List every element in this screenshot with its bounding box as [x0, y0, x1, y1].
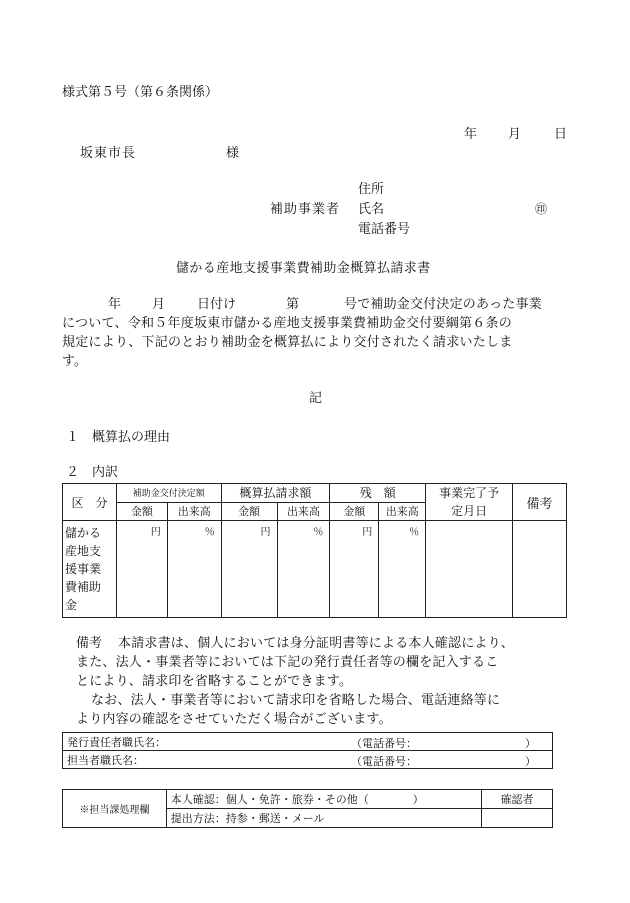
processing-table — [62, 789, 553, 828]
staff-label: 担当者職氏名： — [67, 753, 144, 767]
advance-progress-cell[interactable]: ％ — [277, 521, 330, 618]
advance-amount-cell[interactable]: 円 — [221, 521, 277, 618]
header-balance-amount: 金額 — [330, 502, 379, 521]
header-category: 区 分 — [63, 484, 117, 521]
body-line-4: す。 — [62, 354, 87, 369]
address-label: 住所 — [358, 182, 385, 197]
header-advance-amount: 金額 — [221, 502, 277, 521]
row-name-line: 金 — [65, 598, 78, 612]
header-completion — [426, 484, 513, 521]
identity-check: 本人確認：個人・免許・旅券・その他（ ） — [166, 790, 481, 809]
header-remarks: 備考 — [513, 484, 567, 521]
row-category-name — [63, 521, 117, 618]
balance-amount-cell[interactable]: 円 — [330, 521, 379, 618]
header-advance-progress: 出来高 — [277, 502, 330, 521]
section-1-label: 概算払の理由 — [92, 430, 171, 445]
header-balance-progress: 出来高 — [379, 502, 426, 521]
body-year: 年 — [108, 297, 122, 312]
section-1-number: １ — [66, 430, 80, 445]
decided-progress-cell[interactable]: ％ — [167, 521, 221, 618]
issuer-label: 発行責任者職氏名： — [67, 735, 166, 749]
seal-mark: ㊞ — [535, 202, 548, 216]
name-label: 氏名 — [358, 202, 385, 217]
staff-phone-label: （電話番号： — [351, 755, 417, 768]
body-line-3: 規定により、下記のとおり補助金を概算払により交付されたく請求いたしま — [62, 335, 513, 350]
body-line-2: について、令和５年度坂東市儲かる産地支援事業費補助金交付要綱第６条の — [62, 316, 512, 331]
header-completion-text: 事業完了予定月日 — [439, 486, 500, 518]
confirmer-stamp-cell[interactable] — [482, 809, 553, 828]
row-name-line: 援事業 — [65, 562, 102, 576]
notes-label: 備考 — [76, 636, 103, 651]
decided-amount-cell[interactable]: 円 — [116, 521, 167, 618]
date-day: 日 — [554, 127, 568, 142]
body-number-prefix: 第 — [286, 297, 300, 312]
form-number: 様式第５号（第６条関係） — [62, 85, 219, 100]
header-decided-amount: 金額 — [116, 502, 167, 521]
contact-table — [62, 732, 553, 769]
section-2-label: 内訳 — [92, 465, 119, 480]
body-number-suffix: 号で補助金交付決定のあった事業 — [344, 297, 542, 312]
phone-label: 電話番号 — [358, 222, 411, 237]
notes-line-3: とにより、請求印を省略することができます。 — [76, 674, 353, 689]
addressee-name: 坂東市長 — [80, 146, 137, 161]
notes-line-5: より内容の確認をさせていただく場合がございます。 — [76, 712, 392, 727]
staff-phone-close: ） — [525, 755, 536, 768]
balance-progress-cell[interactable]: ％ — [379, 521, 426, 618]
contact-row-staff — [63, 751, 553, 769]
staff-cell[interactable] — [63, 751, 553, 769]
remarks-cell[interactable] — [513, 521, 567, 618]
confirmer-label: 確認者 — [482, 790, 553, 809]
notes-line-1: 本請求書は、個人においては身分証明書等による本人確認により、 — [118, 636, 515, 651]
ki-heading: 記 — [309, 391, 323, 406]
contact-row-issuer — [63, 733, 553, 751]
header-advance: 概算払請求額 — [221, 484, 330, 503]
notes-line-4: なお、法人・事業者等において請求印を省略した場合、電話連絡等に — [91, 693, 501, 708]
breakdown-table — [62, 483, 567, 618]
document-title: 儲かる産地支援事業費補助金概算払請求書 — [176, 261, 431, 276]
issuer-phone-close: ） — [525, 737, 536, 750]
header-decided: 補助金交付決定額 — [116, 484, 221, 503]
submission-method: 提出方法：持参・郵送・メール — [166, 809, 481, 828]
body-date-ref: 日付け — [197, 297, 237, 312]
addressee-honorific: 様 — [226, 146, 240, 161]
issuer-phone-label: （電話番号： — [351, 737, 417, 750]
header-decided-progress: 出来高 — [167, 502, 221, 521]
processing-section-label: ※担当課処理欄 — [63, 790, 167, 828]
issuer-cell[interactable] — [63, 733, 553, 751]
row-name-line: 費補助 — [65, 580, 102, 594]
body-month: 月 — [152, 297, 166, 312]
applicant-role: 補助事業者 — [270, 202, 341, 217]
notes-line-2: また、法人・事業者等においては下記の発行責任者等の欄を記入するこ — [76, 655, 499, 670]
completion-date-cell[interactable] — [426, 521, 513, 618]
header-balance: 残 額 — [330, 484, 426, 503]
section-2-number: ２ — [66, 465, 80, 480]
date-month: 月 — [508, 127, 522, 142]
date-year: 年 — [464, 127, 478, 142]
row-name-line: 儲かる — [65, 526, 102, 540]
row-name-line: 産地支 — [65, 544, 102, 558]
